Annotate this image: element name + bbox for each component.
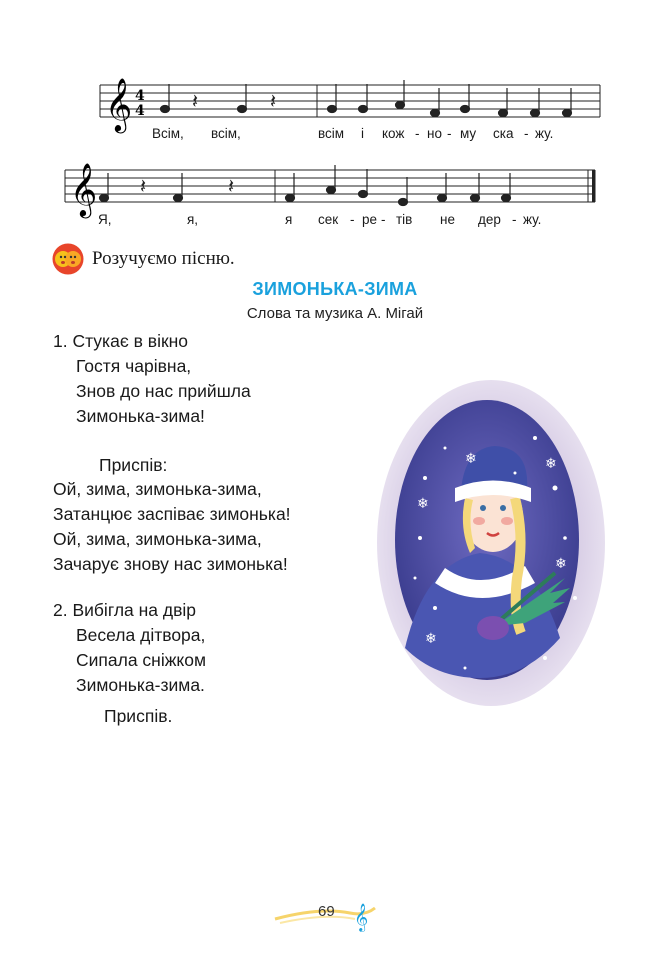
chorus-line: Зачарує знову нас зимонька! xyxy=(53,554,288,574)
staff-1-lyrics xyxy=(95,126,610,144)
lyric: я xyxy=(285,212,293,227)
lyric: - xyxy=(415,126,420,141)
svg-text:𝄽: 𝄽 xyxy=(228,174,235,198)
chorus xyxy=(53,477,291,577)
treble-clef-icon: 𝄞 xyxy=(70,162,98,216)
lyric: - xyxy=(512,212,517,227)
treble-clef-icon: 𝄞 xyxy=(354,903,369,931)
task-text: Розучуємо пісню. xyxy=(92,248,235,269)
svg-text:❄: ❄ xyxy=(555,556,567,572)
lyric: - xyxy=(524,126,529,141)
verse-line: Гостя чарівна, xyxy=(76,356,192,376)
verse-line: Весела дітвора, xyxy=(76,625,206,645)
svg-text:❄: ❄ xyxy=(465,451,477,467)
svg-text:❄: ❄ xyxy=(417,496,429,512)
svg-text:❄: ❄ xyxy=(425,631,437,647)
staff-2-lyrics xyxy=(60,212,600,230)
treble-clef-icon: 𝄞 xyxy=(105,77,133,131)
lyric: Всім, xyxy=(152,126,184,141)
chorus-line: Ой, зима, зимонька-зима, xyxy=(53,479,262,499)
chorus-line: Ой, зима, зимонька-зима, xyxy=(53,529,262,549)
svg-text:𝄽: 𝄽 xyxy=(140,174,147,198)
lyric: - xyxy=(447,126,452,141)
lyric: ре xyxy=(362,212,378,227)
svg-text:4: 4 xyxy=(135,88,145,104)
chorus-label: Приспів: xyxy=(99,455,168,475)
svg-text:❄: ❄ xyxy=(545,456,557,472)
singing-faces-icon xyxy=(52,243,84,275)
task-instruction xyxy=(52,243,235,275)
lyric: я, xyxy=(187,212,199,227)
verse-line: Знов до нас прийшла xyxy=(76,381,251,401)
lyric: ска xyxy=(493,126,514,141)
chorus-label-repeat: Приспів. xyxy=(104,706,173,726)
lyric: дер xyxy=(478,212,501,227)
verse-line: 1. Стукає в вікно xyxy=(53,331,189,351)
page-number: 69 xyxy=(318,903,335,920)
song-credit: Слова та музика А. Мігай xyxy=(246,305,424,322)
lyric: - xyxy=(350,212,355,227)
lyric: жу. xyxy=(535,126,554,141)
verse-1 xyxy=(53,329,251,429)
lyric: но xyxy=(427,126,442,141)
lyric: сек xyxy=(318,212,339,227)
lyric: Я, xyxy=(98,212,112,227)
lyric: му xyxy=(460,126,477,141)
svg-text:4: 4 xyxy=(135,103,145,119)
lyric: всім, xyxy=(211,126,241,141)
verse-line: Сипала сніжком xyxy=(76,650,207,670)
svg-text:𝄽: 𝄽 xyxy=(192,89,199,113)
lyric: і xyxy=(361,126,364,141)
song-title: ЗИМОНЬКА-ЗИМА xyxy=(252,279,418,299)
svg-text:𝄽: 𝄽 xyxy=(270,89,277,113)
verse-line: 2. Вибігла на двір xyxy=(53,600,197,620)
lyric: жу. xyxy=(523,212,542,227)
chorus-line: Затанцює заспіває зимонька! xyxy=(53,504,291,524)
lyric: не xyxy=(440,212,455,227)
lyric: кож xyxy=(382,126,405,141)
snow-maiden-illustration xyxy=(375,378,607,708)
verse-line: Зимонька-зима. xyxy=(76,675,205,695)
lyric: - xyxy=(381,212,386,227)
verse-line: Зимонька-зима! xyxy=(76,406,205,426)
lyric: всім xyxy=(318,126,345,141)
verse-2 xyxy=(53,598,206,698)
lyric: тів xyxy=(396,212,413,227)
